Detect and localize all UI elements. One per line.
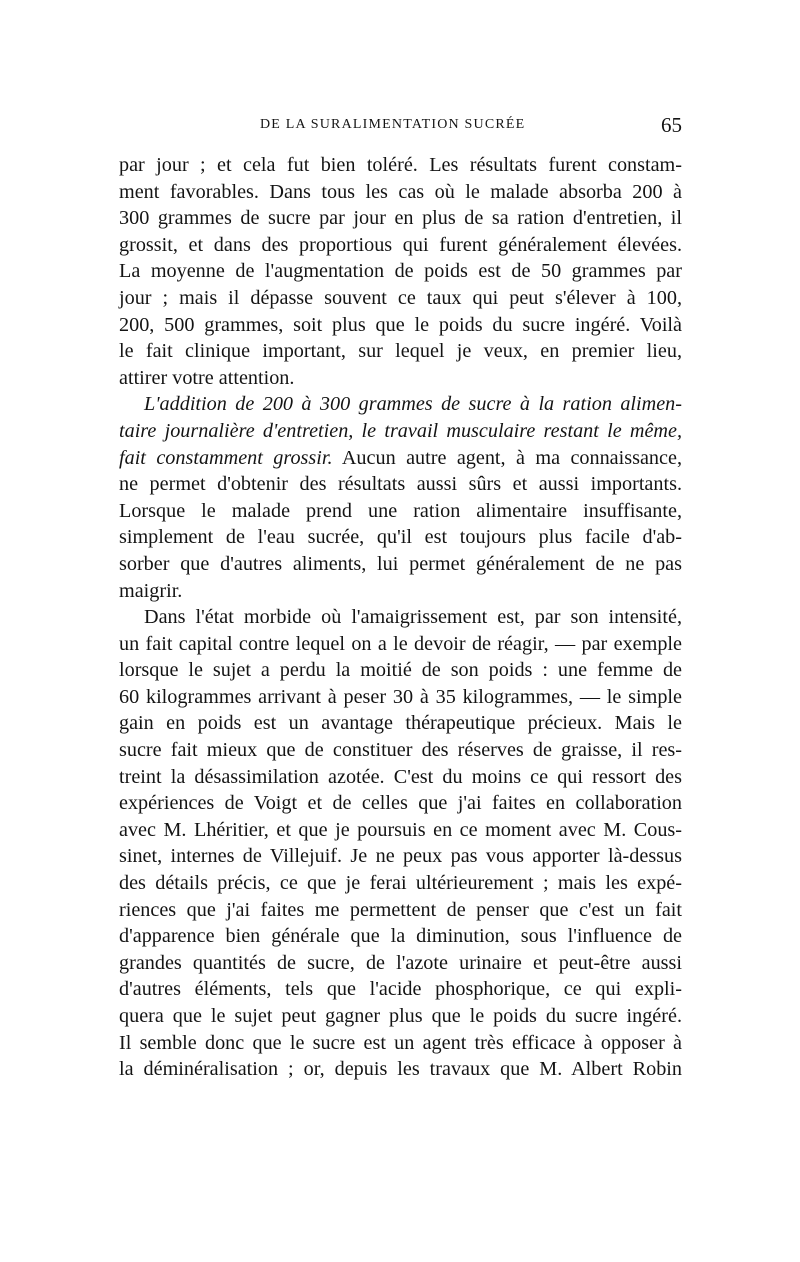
text-line-mixed xyxy=(119,445,682,472)
text-line: d'autres éléments, tels que l'acide phosphorique, ce qui expli- xyxy=(119,978,682,1001)
text-line: 60 kilogrammes arrivant à peser 30 à 35 kilogrammes, — le simple xyxy=(119,685,682,708)
text-line: attirer votre attention. xyxy=(119,366,295,389)
text-line: simplement de l'eau sucrée, qu'il est toujours plus facile d'ab- xyxy=(119,526,682,549)
text-line: un fait capital contre lequel on a le devoir de réagir, — par exemple xyxy=(119,632,682,655)
text-line: ment favorables. Dans tous les cas où le malade absorba 200 à xyxy=(119,180,682,203)
text-line: lorsque le sujet a perdu la moitié de son poids : une femme de xyxy=(119,659,682,682)
running-title: DE LA SURALIMENTATION SUCRÉE xyxy=(260,117,526,132)
paragraph-3 xyxy=(119,604,682,1083)
text-line: 200, 500 grammes, soit plus que le poids du sucre ingéré. Voilà xyxy=(119,313,682,336)
text-line: sorber que d'autres aliments, lui permet généralement de ne pas xyxy=(119,552,682,575)
text-line: des détails précis, ce que je ferai ultérieurement ; mais les expé- xyxy=(119,872,682,895)
text-line: expériences de Voigt et de celles que j'ai faites en collaboration xyxy=(119,792,682,815)
roman-phrase: Aucun autre agent, à ma connaissance, xyxy=(332,446,682,469)
text-line: treint la désassimilation azotée. C'est du moins ce qui ressort des xyxy=(119,765,682,788)
text-line: gain en poids est un avantage thérapeutique précieux. Mais le xyxy=(119,712,682,735)
text-line: sinet, internes de Villejuif. Je ne peux pas vous apporter là-dessus xyxy=(119,845,682,868)
text-line: grossit, et dans des proportious qui furent généralement élevées. xyxy=(119,233,682,256)
text-line: Il semble donc que le sucre est un agent très efficace à opposer à xyxy=(119,1031,682,1054)
text-line: la déminéralisation ; or, depuis les travaux que M. Albert Robin xyxy=(119,1058,682,1081)
running-head xyxy=(120,113,682,139)
text-line: sucre fait mieux que de constituer des réserves de graisse, il res- xyxy=(119,739,682,762)
page-number: 65 xyxy=(661,113,682,137)
text-line: par jour ; et cela fut bien toléré. Les résultats furent constam- xyxy=(119,154,682,176)
text-line: le fait clinique important, sur lequel je veux, en premier lieu, xyxy=(119,340,682,363)
text-line: ne permet d'obtenir des résultats aussi sûrs et aussi importants. xyxy=(119,473,682,496)
text-line: Lorsque le malade prend une ration alimentaire insuffisante, xyxy=(119,499,682,522)
text-line: avec M. Lhéritier, et que je poursuis en ce moment avec M. Cous- xyxy=(119,818,682,841)
text-line: jour ; mais il dépasse souvent ce taux qui peut s'élever à 100, xyxy=(119,286,682,309)
text-line: maigrir. xyxy=(119,579,183,602)
text-line: quera que le sujet peut gagner plus que le poids du sucre ingéré. xyxy=(119,1005,682,1027)
paragraph-2 xyxy=(119,391,682,604)
italic-phrase: fait constamment grossir. xyxy=(119,446,333,469)
text-line-italic: taire journalière d'entretien, le travail musculaire restant le même, xyxy=(119,419,682,442)
text-line: 300 grammes de sucre par jour en plus de sa ration d'entretien, il xyxy=(119,207,682,230)
text-line: d'apparence bien générale que la diminution, sous l'influence de xyxy=(119,925,682,948)
body-text xyxy=(119,152,682,1083)
paragraph-1 xyxy=(119,152,682,391)
text-line: La moyenne de l'augmentation de poids est de 50 grammes par xyxy=(119,260,682,283)
text-line: grandes quantités de sucre, de l'azote urinaire et peut-être aussi xyxy=(119,951,682,974)
text-line: riences que j'ai faites me permettent de penser que c'est un fait xyxy=(119,898,682,921)
text-line: Dans l'état morbide où l'amaigrissement est, par son intensité, xyxy=(144,606,682,629)
text-line-italic: L'addition de 200 à 300 grammes de sucre à la ration alimen- xyxy=(144,393,682,416)
